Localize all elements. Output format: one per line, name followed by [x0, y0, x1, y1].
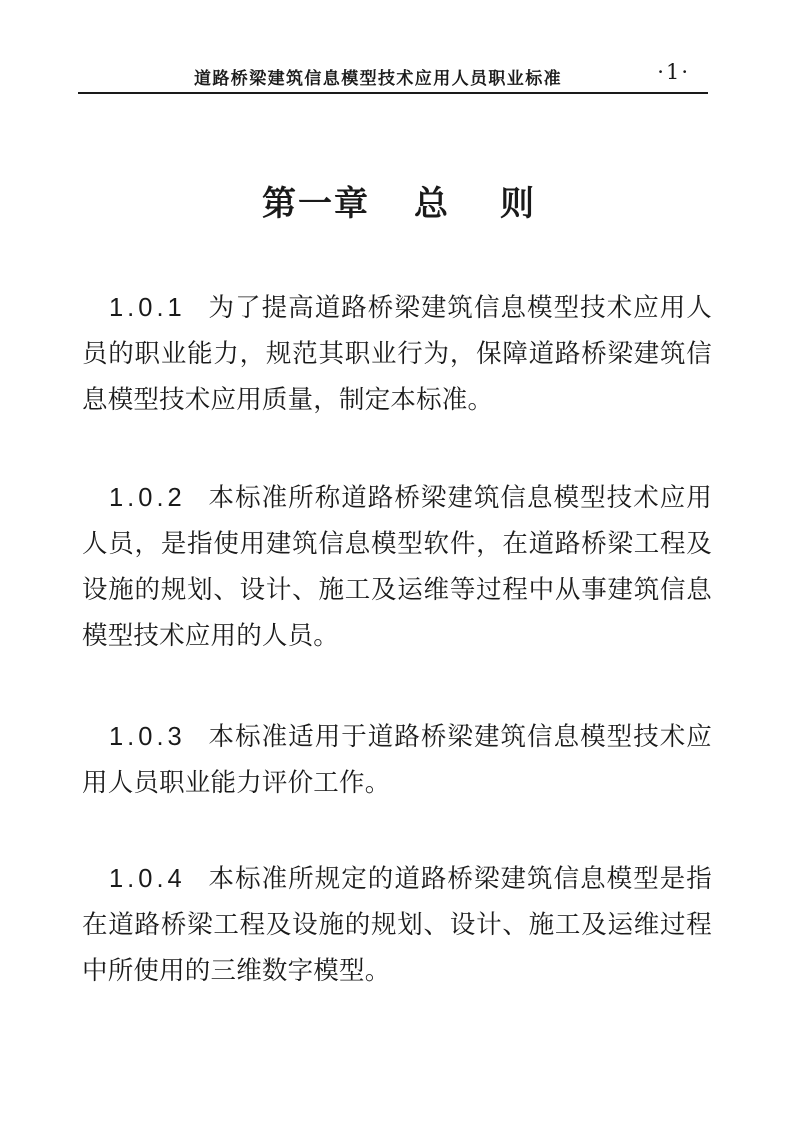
clause-text: 本标准适用于道路桥梁建筑信息模型技术应用人员职业能力评价工作。 — [82, 722, 712, 798]
clause-number: 1.0.4 — [109, 865, 186, 893]
clause-number: 1.0.1 — [109, 294, 186, 322]
clause-text: 为了提高道路桥梁建筑信息模型技术应用人员的职业能力，规范其职业行为，保障道路桥梁建筑信息模型技术应用质量，制定本标准。 — [82, 293, 712, 415]
clause-1-0-2 — [82, 475, 712, 659]
clause-number: 1.0.3 — [109, 723, 186, 751]
chapter-label: 第一章 — [262, 184, 370, 224]
clause-number: 1.0.2 — [109, 484, 186, 512]
chapter-title-char-1: 总 — [414, 184, 450, 224]
running-title: 道路桥梁建筑信息模型技术应用人员职业标准 — [194, 69, 562, 89]
page-number: ·1· — [657, 60, 690, 84]
clause-1-0-1 — [82, 285, 712, 423]
clause-1-0-4 — [82, 856, 712, 994]
chapter-title — [262, 176, 536, 225]
chapter-title-char-2: 则 — [500, 184, 536, 224]
clause-1-0-3 — [82, 714, 712, 806]
page-header — [78, 58, 708, 94]
clause-text: 本标准所规定的道路桥梁建筑信息模型是指在道路桥梁工程及设施的规划、设计、施工及运维过程中所使用的三维数字模型。 — [82, 864, 712, 986]
clause-text: 本标准所称道路桥梁建筑信息模型技术应用人员，是指使用建筑信息模型软件，在道路桥梁工程及设施的规划、设计、施工及运维等过程中从事建筑信息模型技术应用的人员。 — [82, 483, 712, 651]
